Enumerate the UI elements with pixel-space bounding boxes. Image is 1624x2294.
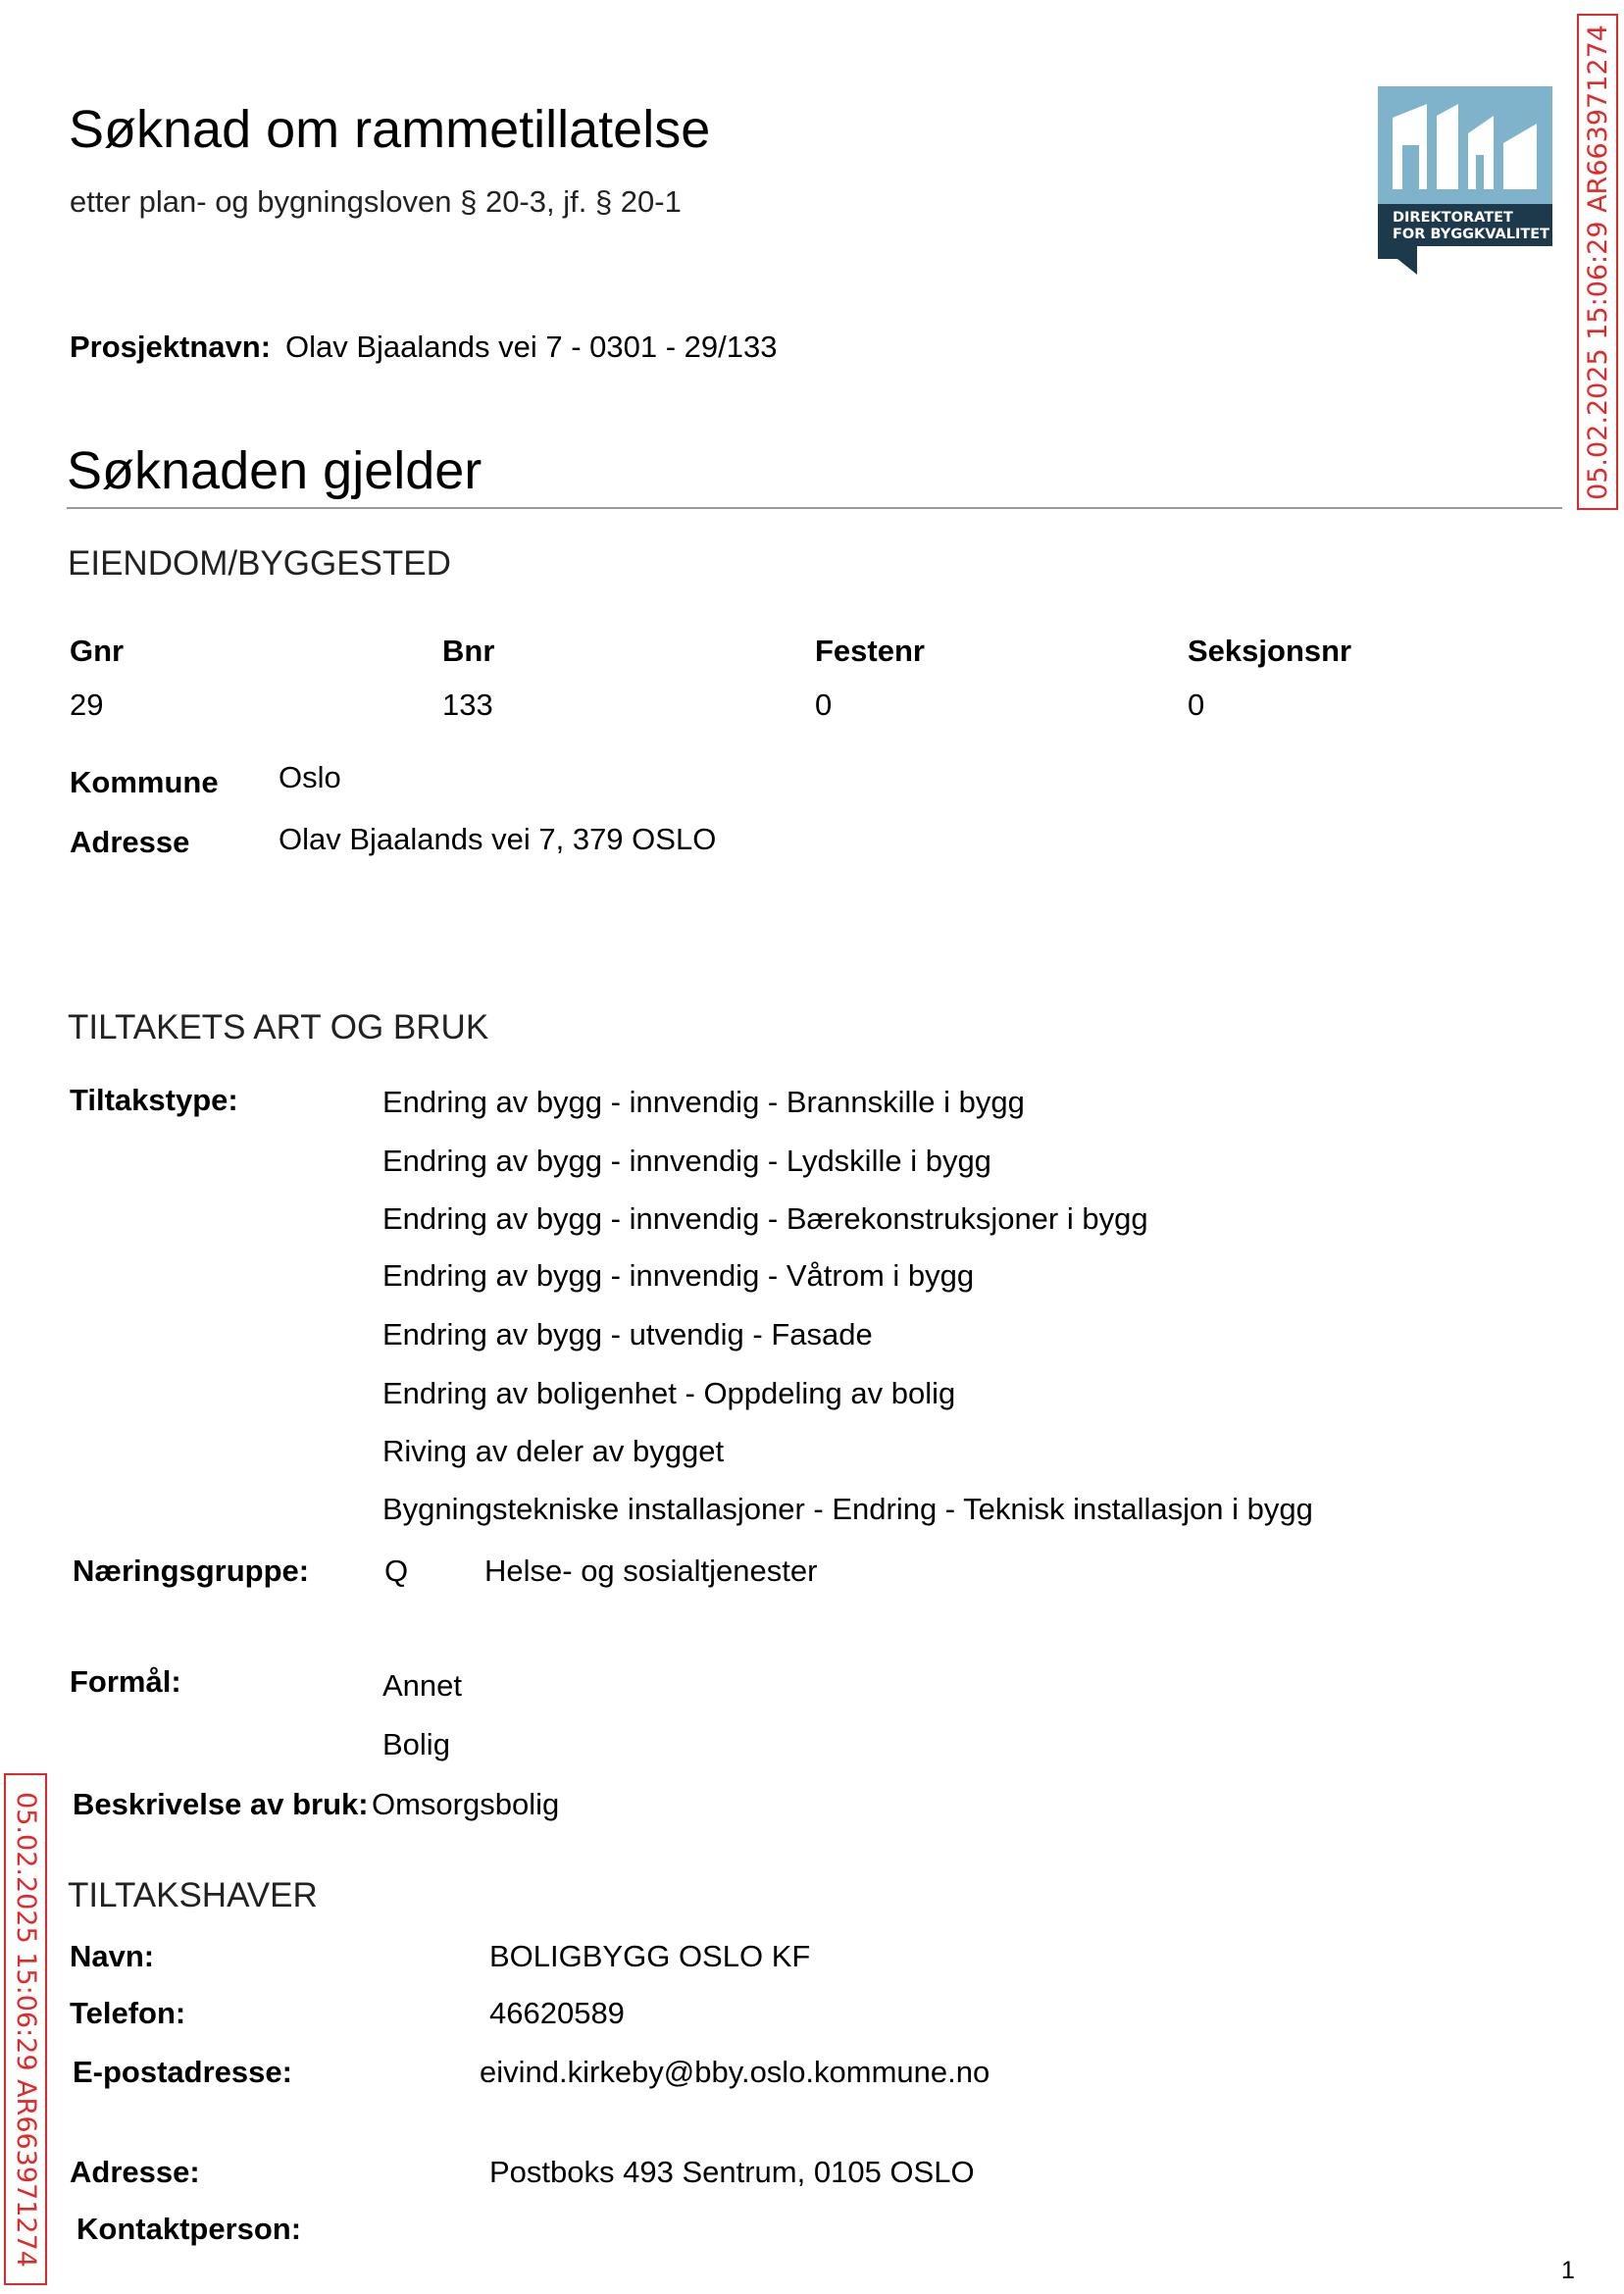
kontaktperson-label: Kontaktperson: xyxy=(76,2212,302,2246)
gnr-label: Gnr xyxy=(70,634,125,668)
heading-divider xyxy=(67,507,1562,509)
page-number: 1 xyxy=(1561,2257,1575,2284)
telefon-label: Telefon: xyxy=(70,1996,186,2030)
tiltakshaver-adresse-value: Postboks 493 Sentrum, 0105 OSLO xyxy=(489,2155,975,2189)
gnr-value: 29 xyxy=(70,688,104,722)
formaal-item: Annet xyxy=(382,1668,463,1703)
naeringsgruppe-value: Helse- og sosialtjenester xyxy=(484,1554,818,1588)
seksjonsnr-value: 0 xyxy=(1188,688,1205,722)
bnr-value: 133 xyxy=(442,688,493,722)
tiltakshaver-heading: TILTAKSHAVER xyxy=(68,1876,318,1914)
telefon-value: 46620589 xyxy=(489,1996,625,2030)
tiltakstype-item: Endring av bygg - innvendig - Brannskille i bygg xyxy=(382,1085,1025,1119)
formaal-item: Bolig xyxy=(382,1727,450,1761)
tiltakstype-item: Bygningstekniske installasjoner - Endring - Teknisk installasjon i bygg xyxy=(382,1492,1313,1526)
document-title: Søknad om rammetillatelse xyxy=(69,100,711,159)
tiltakstype-item: Endring av bygg - innvendig - Våtrom i bygg xyxy=(382,1258,975,1293)
document-subtitle: etter plan- og bygningsloven § 20-3, jf. § 20-1 xyxy=(70,184,682,219)
adresse-label: Adresse xyxy=(70,825,190,859)
navn-value: BOLIGBYGG OSLO KF xyxy=(489,1939,811,1973)
property-heading: EIENDOM/BYGGESTED xyxy=(68,544,451,583)
navn-label: Navn: xyxy=(70,1939,155,1973)
dibk-logo xyxy=(1378,86,1552,275)
festenr-label: Festenr xyxy=(815,634,925,668)
tiltakstype-item: Endring av bygg - utvendig - Fasade xyxy=(382,1317,873,1351)
adresse-value: Olav Bjaalands vei 7, 379 OSLO xyxy=(279,822,717,856)
tiltakstype-item: Endring av boligenhet - Oppdeling av bolig xyxy=(382,1376,956,1410)
epost-label: E-postadresse: xyxy=(73,2055,292,2089)
tiltakstype-label: Tiltakstype: xyxy=(70,1083,238,1117)
bruk-value: Omsorgsbolig xyxy=(372,1787,560,1821)
tiltakshaver-adresse-label: Adresse: xyxy=(70,2155,200,2189)
kommune-value: Oslo xyxy=(279,760,341,794)
epost-value: eivind.kirkeby@bby.oslo.kommune.no xyxy=(480,2055,990,2089)
timestamp-stamp-top: 05.02.2025 15:06:29 AR663971274 xyxy=(1577,14,1618,510)
bruk-label: Beskrivelse av bruk: xyxy=(73,1787,369,1821)
formaal-label: Formål: xyxy=(70,1664,181,1699)
section-heading-soknaden-gjelder: Søknaden gjelder xyxy=(67,441,482,500)
tiltakstype-item: Riving av deler av bygget xyxy=(382,1434,725,1468)
timestamp-stamp-bottom: 05.02.2025 15:06:29 AR663971274 xyxy=(4,1773,47,2285)
seksjonsnr-label: Seksjonsnr xyxy=(1188,634,1352,668)
naeringsgruppe-code: Q xyxy=(384,1554,409,1588)
tiltakstype-item: Endring av bygg - innvendig - Lydskille i bygg xyxy=(382,1144,991,1178)
logo-flag xyxy=(1378,246,1417,275)
project-label: Prosjektnavn: xyxy=(70,330,272,364)
festenr-value: 0 xyxy=(815,688,833,722)
kommune-label: Kommune xyxy=(70,765,219,799)
logo-text: DIREKTORATET FOR BYGGKVALITET xyxy=(1393,210,1550,242)
naeringsgruppe-label: Næringsgruppe: xyxy=(73,1554,310,1588)
tiltakstype-item: Endring av bygg - innvendig - Bærekonstruksjoner i bygg xyxy=(382,1201,1148,1236)
project-value: Olav Bjaalands vei 7 - 0301 - 29/133 xyxy=(285,330,778,364)
bnr-label: Bnr xyxy=(442,634,495,668)
tiltak-heading: TILTAKETS ART OG BRUK xyxy=(68,1008,489,1046)
